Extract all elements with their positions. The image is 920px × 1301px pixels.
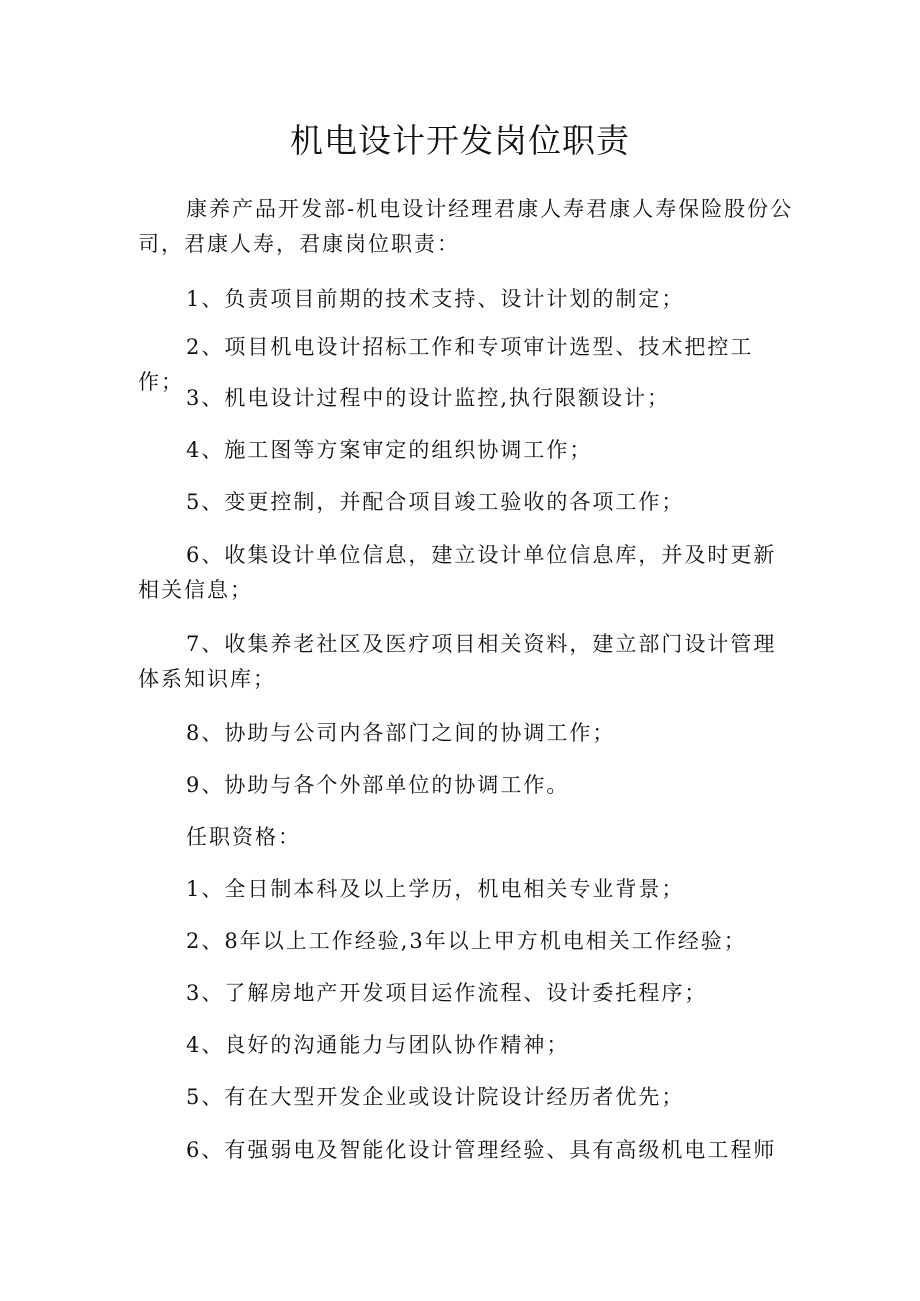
qualification-item: 2、8年以上工作经验,3年以上甲方机电相关工作经验； xyxy=(186,929,747,953)
qualification-item: 5、有在大型开发企业或设计院设计经历者优先； xyxy=(186,1085,685,1109)
responsibility-item: 4、施工图等方案审定的组织协调工作； xyxy=(186,438,593,462)
qualifications-heading: 任职资格： xyxy=(186,825,301,849)
qualification-item: 1、全日制本科及以上学历，机电相关专业背景； xyxy=(186,877,685,901)
responsibility-item: 9、协助与各个外部单位的协调工作。 xyxy=(186,773,570,797)
qualification-item: 6、有强弱电及智能化设计管理经验、具有高级机电工程师 xyxy=(186,1138,777,1162)
responsibility-item: 1、负责项目前期的技术支持、设计计划的制定； xyxy=(186,287,685,311)
responsibility-item: 3、机电设计过程中的设计监控,执行限额设计； xyxy=(186,386,671,410)
responsibility-item: 5、变更控制，并配合项目竣工验收的各项工作； xyxy=(186,490,685,514)
responsibility-item: 8、协助与公司内各部门之间的协调工作； xyxy=(186,721,616,745)
qualification-item: 4、良好的沟通能力与团队协作精神； xyxy=(186,1033,570,1057)
responsibility-item: 6、收集设计单位信息，建立设计单位信息库，并及时更新相关信息； xyxy=(138,543,777,602)
intro-paragraph: 康养产品开发部-机电设计经理君康人寿君康人寿保险股份公司，君康人寿，君康岗位职责： xyxy=(138,197,794,256)
responsibility-item: 7、收集养老社区及医疗项目相关资料，建立部门设计管理体系知识库； xyxy=(138,632,777,691)
qualification-item: 3、了解房地产开发项目运作流程、设计委托程序； xyxy=(186,981,708,1005)
document-title: 机电设计开发岗位职责 xyxy=(290,121,630,160)
responsibility-item: 2、项目机电设计招标工作和专项审计选型、技术把控工作； xyxy=(138,335,754,394)
